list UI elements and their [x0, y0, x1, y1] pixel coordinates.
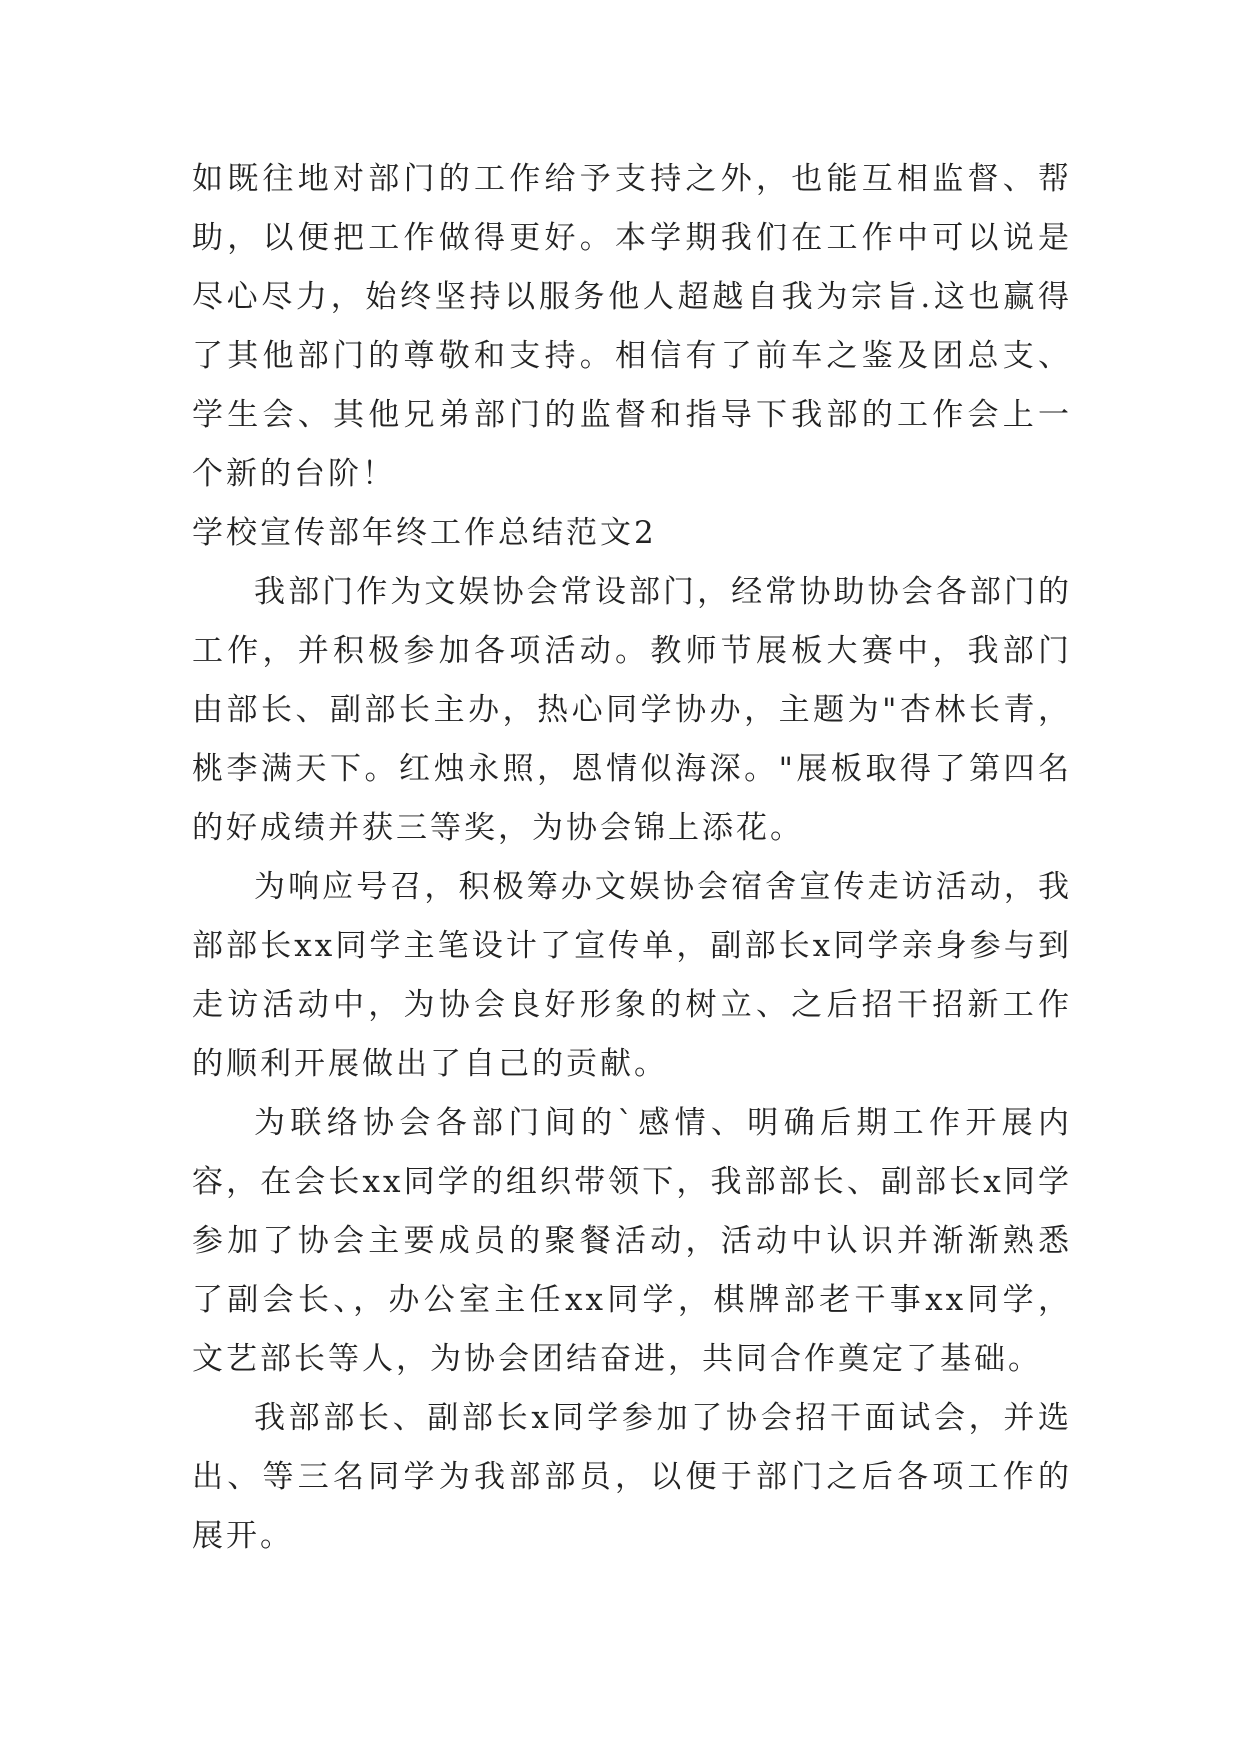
document-body — [192, 150, 1072, 1566]
body-paragraph-2: 为响应号召，积极筹办文娱协会宿舍宣传走访活动，我部部长xx同学主笔设计了宣传单，副部长x同学亲身参与到走访活动中，为协会良好形象的树立、之后招干招新工作的顺利开展做出了自己的贡献。 — [192, 869, 1072, 1082]
body-paragraph-3: 为联络协会各部门间的`感情、明确后期工作开展内容，在会长xx同学的组织带领下，我部部长、副部长x同学参加了协会主要成员的聚餐活动，活动中认识并渐渐熟悉了副会长、，办公室主任xx同学，棋牌部老干事xx同学，文艺部长等人，为协会团结奋进，共同合作奠定了基础。 — [192, 1105, 1072, 1377]
continuation-paragraph: 如既往地对部门的工作给予支持之外，也能互相监督、帮助，以便把工作做得更好。本学期我们在工作中可以说是尽心尽力，始终坚持以服务他人超越自我为宗旨.这也赢得了其他部门的尊敬和支持。相信有了前车之鉴及团总支、学生会、其他兄弟部门的监督和指导下我部的工作会上一个新的台阶！ — [192, 161, 1072, 492]
body-paragraph-4: 我部部长、副部长x同学参加了协会招干面试会，并选出、等三名同学为我部部员，以便于部门之后各项工作的展开。 — [192, 1400, 1072, 1554]
body-paragraph-1: 我部门作为文娱协会常设部门，经常协助协会各部门的工作，并积极参加各项活动。教师节展板大赛中，我部门由部长、副部长主办，热心同学协办，主题为"杏林长青，桃李满天下。红烛永照，恩情似海深。"展板取得了第四名的好成绩并获三等奖，为协会锦上添花。 — [192, 574, 1072, 846]
section-heading: 学校宣传部年终工作总结范文2 — [192, 515, 657, 551]
